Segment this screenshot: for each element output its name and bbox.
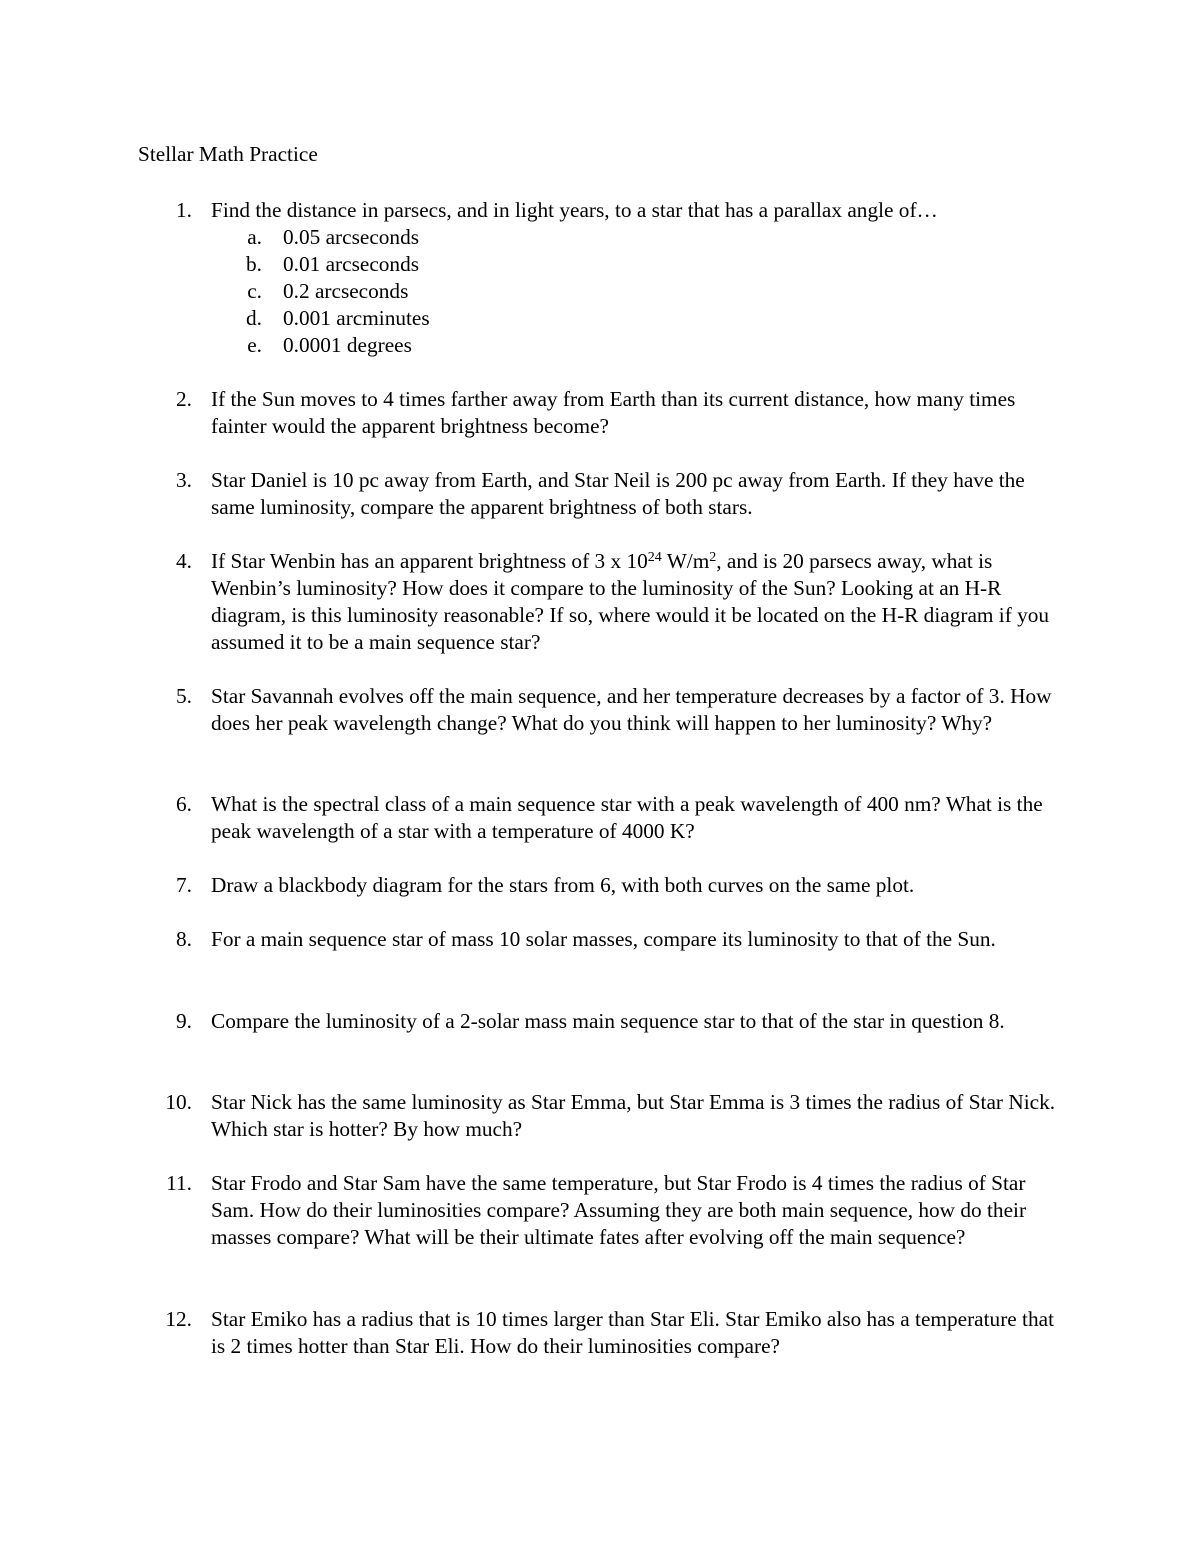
sub-question-text: 0.0001 degrees (283, 333, 412, 357)
question-text: Star Nick has the same luminosity as Star Emma, but Star Emma is 3 times the radius of Star Nick. Which star is hotter? By how much? (211, 1090, 1056, 1141)
question-number: 5. (176, 684, 192, 708)
question-number: 1. (176, 198, 192, 222)
question-text: Star Savannah evolves off the main sequence, and her temperature decreases by a factor of 3. How does her peak wavelength change? What do you think will happen to her luminosity? Why? (211, 684, 1052, 735)
sub-question-text: 0.2 arcseconds (283, 279, 409, 303)
question-text: Star Emiko has a radius that is 10 times larger than Star Eli. Star Emiko also has a temperature that is 2 times hotter than Star Eli. How do their luminosities compare? (211, 1307, 1054, 1358)
sub-question-letter: e. (247, 333, 262, 357)
question-number: 9. (176, 1009, 192, 1033)
question-text: Draw a blackbody diagram for the stars from 6, with both curves on the same plot. (211, 873, 915, 897)
sub-question-letter: a. (247, 225, 262, 249)
sub-question-e (0, 332, 1200, 359)
question-text: Star Frodo and Star Sam have the same temperature, but Star Frodo is 4 times the radius of Star Sam. How do their luminosities compare? Assuming they are both main sequence, how do their masses compare? What will be their ultimate fates after evolving off the main sequence? (211, 1171, 1027, 1249)
question-text: Find the distance in parsecs, and in light years, to a star that has a parallax angle of… (211, 198, 938, 222)
question-text-part: W/m (661, 549, 710, 573)
sub-question-b (0, 251, 1200, 278)
question-number: 3. (176, 468, 192, 492)
sub-question-text: 0.01 arcseconds (283, 252, 420, 276)
sub-question-text: 0.05 arcseconds (283, 225, 420, 249)
question-number: 12. (165, 1307, 192, 1331)
question-text: What is the spectral class of a main sequence star with a peak wavelength of 400 nm? What is the peak wavelength of a star with a temperature of 4000 K? (211, 792, 1043, 843)
question-text-part: , and is 20 parsecs away, what is Wenbin’s luminosity? How does it compare to the luminosity of the Sun? Looking at an H-R diagram, is this luminosity reasonable? If so, where would it be located on the H-R diagram if you assumed it to be a main sequence star? (211, 549, 1050, 654)
question-text: If the Sun moves to 4 times farther away from Earth than its current distance, how many times fainter would the apparent brightness become? (211, 387, 1016, 438)
question-number: 2. (176, 387, 192, 411)
question-number: 4. (176, 549, 192, 573)
question-text: Compare the luminosity of a 2-solar mass main sequence star to that of the star in question 8. (211, 1009, 1005, 1033)
document-title: Stellar Math Practice (138, 142, 318, 166)
sub-question-letter: b. (246, 252, 262, 276)
question-number: 10. (165, 1090, 192, 1114)
question-text-part: If Star Wenbin has an apparent brightness of 3 x 10 (211, 549, 648, 573)
sub-question-letter: c. (247, 279, 262, 303)
question-number: 6. (176, 792, 192, 816)
sub-question-text: 0.001 arcminutes (283, 306, 430, 330)
sub-question-c (0, 278, 1200, 305)
exponent: 24 (647, 550, 662, 565)
question-number: 11. (166, 1171, 192, 1195)
question-text: Star Daniel is 10 pc away from Earth, and Star Neil is 200 pc away from Earth. If they have the same luminosity, compare the apparent brightness of both stars. (211, 468, 1025, 519)
exponent: 2 (709, 550, 717, 565)
sub-question-d (0, 305, 1200, 332)
question-text (211, 548, 1071, 656)
question-text: For a main sequence star of mass 10 solar masses, compare its luminosity to that of the Sun. (211, 927, 996, 951)
question-number: 8. (176, 927, 192, 951)
sub-question-a (0, 224, 1200, 251)
sub-question-letter: d. (246, 306, 262, 330)
question-number: 7. (176, 873, 192, 897)
